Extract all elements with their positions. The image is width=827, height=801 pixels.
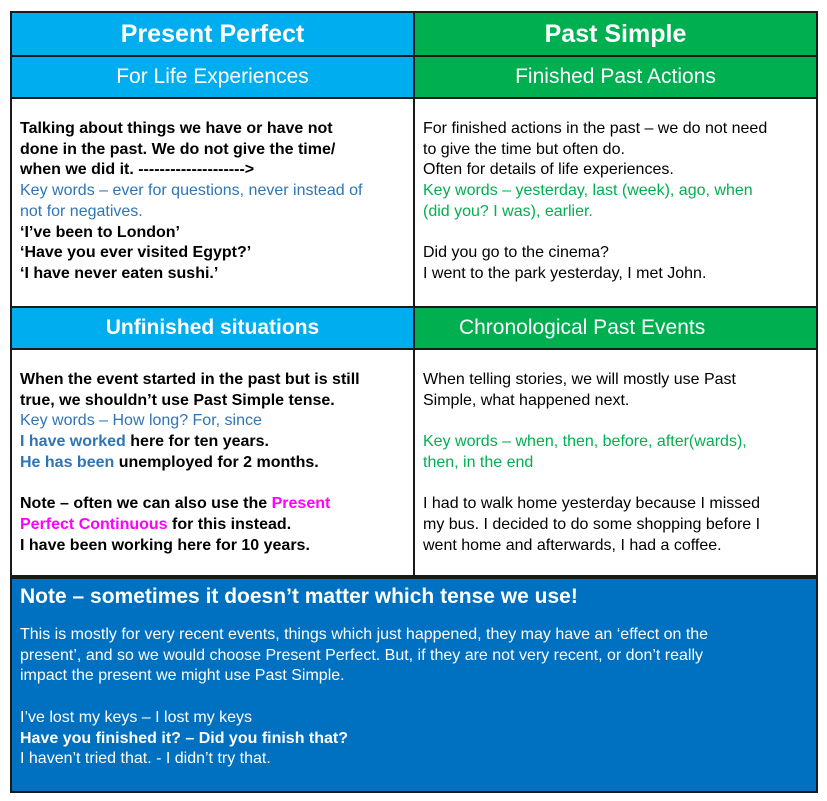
text-line: done in the past. We do not give the time/ [20,140,336,158]
example-line: I went to the park yesterday, I met John. [423,264,707,282]
text-line: Simple, what happened next. [423,391,630,409]
body-row-1 [12,99,816,308]
text-line: For finished actions in the past – we do not need [423,120,768,137]
note-text: Note – often we can also use the [20,495,272,513]
note-example: I have been working here for 10 years. [20,536,310,554]
note-paragraph-line: impact the present we might use Past Simple. [20,667,345,685]
story-line: went home and afterwards, I had a coffee. [423,536,722,554]
note-box [10,577,818,793]
text-line: Often for details of life experiences. [423,161,674,179]
story-line: I had to walk home yesterday because I missed [423,495,761,513]
present-perfect-title: Present Perfect [12,13,415,57]
keywords-line: not for negatives. [20,202,143,220]
keywords-line: (did you? I was), earlier. [423,202,593,220]
example-line: Did you go to the cinema? [423,244,609,262]
subheading-row-1 [12,57,816,99]
example-line [20,432,405,453]
title-row [12,13,816,57]
note-example: Have you finished it? – Did you finish that? [20,729,349,747]
note-text: for this instead. [167,515,292,533]
keywords-line: Key words – when, then, before, after(wards), [423,433,747,451]
note-highlight: Perfect Continuous [20,515,168,533]
text-line: Talking about things we have or have not [20,120,333,137]
example-line: ‘I have never eaten sushi.’ [20,264,219,282]
example-rest: unemployed for 2 months. [114,453,319,471]
unfinished-situations-heading: Unfinished situations [12,308,415,350]
chronological-past-events-heading: Chronological Past Events [415,308,816,350]
example-rest: here for ten years. [125,433,269,451]
subheading-row-2 [12,308,816,350]
note-body [20,625,808,770]
example-line: ‘Have you ever visited Egypt?’ [20,244,252,262]
life-experiences-body [12,99,415,308]
keywords-line: Key words – ever for questions, never instead of [20,182,363,200]
text-line: true, we shouldn’t use Past Simple tense. [20,391,335,409]
example-line [20,453,405,474]
chronological-past-events-body [415,350,816,575]
note-example: I haven’t tried that. - I didn’t try that. [20,750,271,768]
note-paragraph-line: present’, and so we would choose Present Perfect. But, if they are not very recent, or don’t really [20,646,704,664]
past-simple-title: Past Simple [415,13,816,57]
keywords-line: Key words – yesterday, last (week), ago, when [423,182,753,200]
text-line: When the event started in the past but is still [20,371,360,388]
example-line: ‘I’ve been to London’ [20,223,180,241]
keywords-line: Key words – How long? For, since [20,412,262,430]
unfinished-situations-body [12,350,415,575]
example-highlight: He has been [20,453,115,471]
text-line: when we did it. --------------------> [20,161,255,179]
text-line: When telling stories, we will mostly use Past [423,371,736,388]
note-line [20,494,405,515]
note-highlight: Present [271,495,331,513]
grammar-table [10,11,818,577]
life-experiences-heading: For Life Experiences [12,57,415,99]
note-paragraph-line: This is mostly for very recent events, things which just happened, they may have an ‘effect on the [20,626,709,643]
note-line [20,515,405,536]
finished-past-actions-body [415,99,816,308]
story-line: my bus. I decided to do some shopping before I [423,515,761,533]
body-row-2 [12,350,816,575]
example-highlight: I have worked [20,433,126,451]
note-title: Note – sometimes it doesn’t matter which tense we use! [20,585,578,608]
keywords-line: then, in the end [423,453,534,471]
note-example: I’ve lost my keys – I lost my keys [20,708,253,726]
text-line: to give the time but often do. [423,140,625,158]
finished-past-actions-heading: Finished Past Actions [415,57,816,99]
